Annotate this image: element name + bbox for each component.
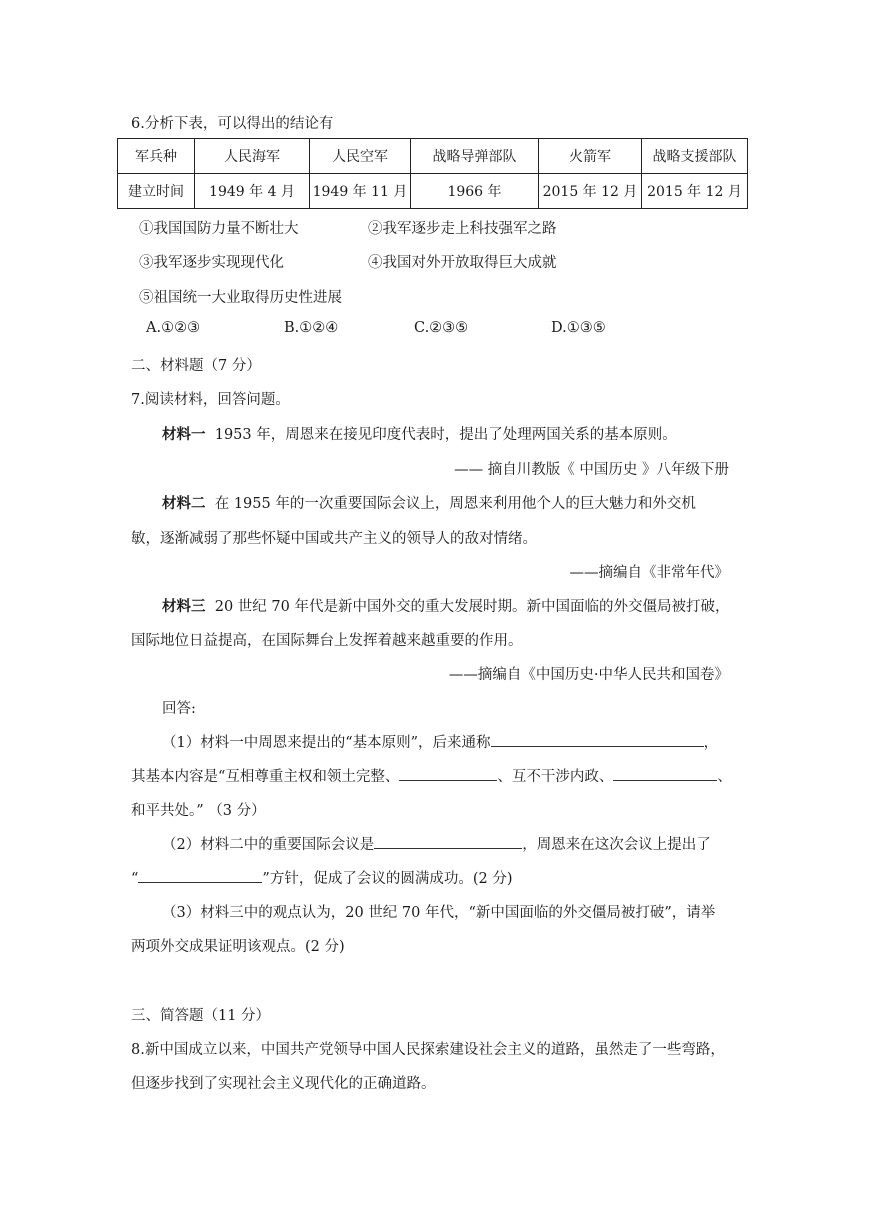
- table-cell: 1949 年 11 月: [310, 174, 411, 209]
- option-a[interactable]: A.①②③: [146, 320, 201, 336]
- sub-question-2-text: （2）材料二中的重要国际会议是: [162, 837, 375, 853]
- answer-label: 回答:: [162, 701, 196, 717]
- option-c[interactable]: C.②③⑤: [414, 320, 469, 336]
- table-cell: 人民空军: [310, 139, 411, 174]
- statement-4: ④我国对外开放取得巨大成就: [368, 255, 557, 271]
- statement-3: ③我军逐步实现现代化: [139, 255, 284, 271]
- punctuation: 、: [717, 769, 732, 785]
- option-b[interactable]: B.①②④: [284, 320, 339, 336]
- sub-question-1: [162, 731, 718, 752]
- material-1: [162, 423, 677, 444]
- sub-question-2-line2: [131, 867, 512, 888]
- statement-5: ⑤祖国统一大业取得历史性进展: [139, 290, 342, 306]
- material-2: [162, 492, 696, 513]
- table-cell: 建立时间: [118, 174, 195, 209]
- answer-blank-1[interactable]: [491, 732, 704, 747]
- sub-question-2-text: ，周恩来在这次会议上提出了: [522, 837, 711, 853]
- table-cell: 军兵种: [118, 139, 195, 174]
- table-cell: 1949 年 4 月: [195, 174, 310, 209]
- material-3-source: ——摘编自《中国历史·中华人民共和国卷》: [448, 667, 729, 683]
- material-3-line2: 国际地位日益提高，在国际舞台上发挥着越来越重要的作用。: [131, 633, 523, 649]
- q8-line2: 但逐步找到了实现社会主义现代化的正确道路。: [131, 1076, 436, 1092]
- section3-heading: 三、简答题（11 分）: [131, 1008, 271, 1024]
- table-cell: 人民海军: [195, 139, 310, 174]
- material-1-label: 材料一: [162, 426, 206, 443]
- answer-blank-2[interactable]: [399, 766, 497, 781]
- q6-stem: 6.分析下表，可以得出的结论有: [131, 116, 334, 132]
- material-3: [162, 595, 729, 616]
- table-cell: 火箭军: [539, 139, 642, 174]
- material-2-line2: 敏，逐渐减弱了那些怀疑中国或共产主义的领导人的敌对情绪。: [131, 531, 537, 547]
- table-cell: 战略支援部队: [642, 139, 748, 174]
- material-2-label: 材料二: [162, 495, 206, 512]
- q8-line1: 8.新中国成立以来，中国共产党领导中国人民探索建设社会主义的道路，虽然走了一些弯路，: [131, 1042, 725, 1058]
- punctuation: “: [131, 871, 139, 887]
- answer-blank-3[interactable]: [613, 766, 717, 781]
- statement-1: ①我国国防力量不断壮大: [139, 221, 299, 237]
- answer-blank-4[interactable]: [374, 834, 522, 849]
- material-1-text: 1953 年，周恩来在接见印度代表时，提出了处理两国关系的基本原则。: [205, 427, 677, 443]
- table-cell: 2015 年 12 月: [539, 174, 642, 209]
- answer-blank-5[interactable]: [138, 868, 262, 883]
- sub-question-3-line2: 两项外交成果证明该观点。(2 分): [131, 939, 345, 955]
- sub-question-1-text: （1）材料一中周恩来提出的“基本原则”，后来通称: [162, 735, 491, 751]
- material-1-source: —— 摘自川教版《 中国历史 》八年级下册: [454, 462, 729, 478]
- table-cell: 战略导弹部队: [411, 139, 539, 174]
- option-d[interactable]: D.①③⑤: [551, 320, 606, 336]
- section2-heading: 二、材料题（7 分）: [131, 358, 261, 374]
- table-cell: 1966 年: [411, 174, 539, 209]
- table-cell: 2015 年 12 月: [642, 174, 748, 209]
- sub-question-3: （3）材料三中的观点认为，20 世纪 70 年代，“新中国面临的外交僵局被打破”，请举: [162, 905, 716, 921]
- sub-question-1-line3: 和平共处。” （3 分）: [131, 803, 266, 819]
- q7-stem: 7.阅读材料，回答问题。: [131, 392, 290, 408]
- sub-question-2-text: ”方针，促成了会议的圆满成功。(2 分): [262, 871, 513, 887]
- sub-question-1-line2: [131, 765, 732, 786]
- material-2-line1: 在 1955 年的一次重要国际会议上，周恩来利用他个人的巨大魅力和外交机: [205, 496, 696, 512]
- sub-question-1-text: 其基本内容是“互相尊重主权和领土完整、: [131, 769, 400, 785]
- statement-2: ②我军逐步走上科技强军之路: [368, 221, 557, 237]
- material-3-label: 材料三: [162, 598, 206, 615]
- q6-table: [117, 138, 748, 209]
- table-row: [118, 174, 748, 209]
- sub-question-2: [162, 833, 711, 854]
- table-header-row: [118, 139, 748, 174]
- punctuation: ，: [703, 735, 719, 751]
- sub-question-1-text: 、互不干涉内政、: [497, 769, 614, 785]
- material-2-source: ——摘编自《非常年代》: [569, 565, 729, 581]
- material-3-line1: 20 世纪 70 年代是新中国外交的重大发展时期。新中国面临的外交僵局被打破，: [205, 599, 730, 615]
